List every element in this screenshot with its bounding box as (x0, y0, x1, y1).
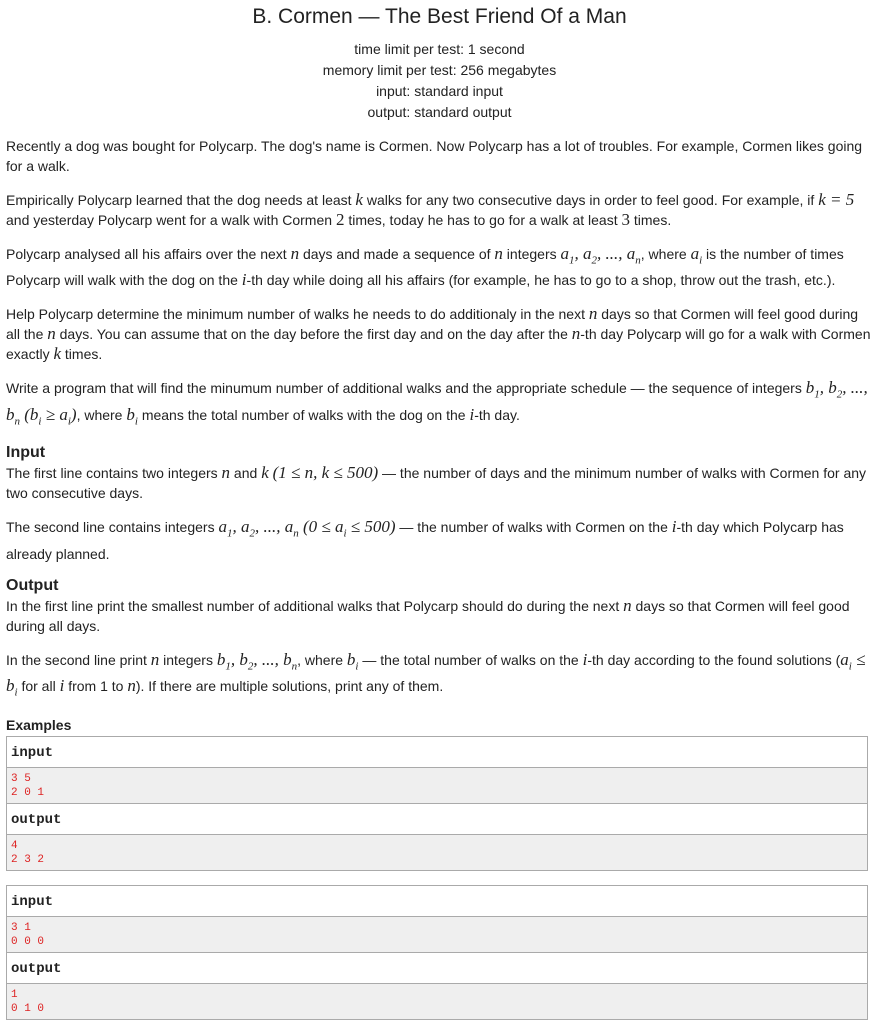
output-section-title: Output (6, 576, 59, 594)
math-i: i (241, 270, 247, 290)
math-i: i (59, 675, 65, 695)
text-segment: In the second line print (6, 651, 151, 668)
output-specification (6, 576, 873, 703)
math-seq-a: $a_1$, $a_2$, ..., $a_n$ (560, 244, 641, 267)
example-output-data[interactable]: 4 2 3 2 (7, 835, 867, 870)
example-output-label: output (7, 953, 867, 984)
text-segment: The second line contains integers (6, 519, 219, 536)
math-a-le-b: $a_i \le b_i$ (6, 649, 866, 699)
text-segment: , where (297, 651, 347, 668)
math-n: n (623, 595, 632, 615)
text-segment: — the number of days and the minimum number of walks with Cormen for any two consecutive days. (6, 465, 867, 502)
math-k: k (261, 463, 269, 483)
math-range-k: (1 ≤ n, k ≤ 500) (272, 463, 379, 483)
text-segment: — the number of walks with Cormen on the (395, 519, 672, 536)
problem-statement (6, 136, 873, 431)
math-n: n (150, 649, 160, 669)
text-segment: -th day according to the found solutions ( (587, 651, 841, 668)
input-specification (6, 443, 873, 563)
text-segment: from 1 to (64, 677, 128, 694)
text-segment: and (230, 465, 262, 482)
math-b-i: $b_i$ (126, 404, 138, 428)
text-segment: -th day which Polycarp has already planned. (6, 519, 844, 562)
math-three: 3 (621, 210, 630, 229)
memory-limit: memory limit per test: 256 megabytes (322, 62, 557, 78)
text-segment: days and made a sequence of (299, 246, 495, 262)
math-seq-b: $b_1$, $b_2$, ..., $b_n$ (216, 649, 298, 672)
math-a-i: $a_i$ (690, 244, 703, 267)
text-segment: days so that Cormen will feel good during all the (6, 306, 859, 343)
example-output-label: output (7, 804, 867, 835)
example-input-label: input (7, 886, 867, 917)
input-section-body (6, 463, 873, 563)
text-segment: times, today he has to go for a walk at least (344, 212, 622, 228)
math-seq-a: $a_1$, $a_2$, ..., $a_n$ $(0 \le a_i \le 500)$ (218, 517, 396, 540)
examples-title: Examples (6, 717, 72, 734)
math-b-i: $b_i$ (346, 649, 359, 672)
text-segment: , where (640, 246, 691, 262)
problem-header (6, 0, 873, 123)
text-segment: Write a program that will find the minumum number of additional walks and the appropriate schedule — the sequence of integers (6, 380, 806, 397)
text-segment: and yesterday Polycarp went for a walk with Cormen (6, 212, 336, 228)
text-segment: means the total number of walks with the dog on the (137, 406, 470, 423)
problem-limits (6, 39, 873, 123)
text-segment: times. (61, 346, 103, 363)
output-file: output: standard output (367, 104, 512, 120)
text-segment: Empirically Polycarp learned that the dog needs at least (6, 192, 356, 208)
math-n: n (47, 324, 56, 344)
example-1 (6, 736, 868, 871)
text-segment: Help Polycarp determine the minimum number of walks he needs to do additionaly in the next (6, 306, 589, 323)
statement-paragraph-3 (6, 244, 873, 290)
statement-paragraph-4 (6, 304, 873, 364)
math-i: i (582, 649, 588, 669)
text-segment: -th day Polycarp will go for a walk with Cormen exactly (6, 326, 871, 363)
output-section-body (6, 596, 873, 703)
example-input-label: input (7, 737, 867, 768)
input-line-1 (6, 463, 873, 503)
statement-paragraph-2 (6, 190, 873, 230)
math-k: k (355, 190, 363, 209)
math-n: n (290, 244, 300, 263)
math-n: n (494, 244, 503, 263)
time-limit: time limit per test: 1 second (354, 41, 525, 57)
math-n: n (588, 304, 598, 324)
text-segment: for all (17, 677, 60, 694)
math-i: i (469, 404, 475, 424)
example-input-data[interactable]: 3 1 0 0 0 (7, 917, 867, 953)
example-2 (6, 885, 868, 1020)
math-n: n (127, 675, 136, 695)
examples-section (6, 716, 873, 1020)
statement-paragraph-5 (6, 378, 873, 431)
math-i: i (671, 517, 677, 537)
text-segment: days so that Cormen will feel good during all days. (6, 597, 850, 634)
math-seq-b: $b_1$, $b_2$, ..., $b_n$ $(b_i \ge a_i)$ (6, 378, 868, 428)
text-segment: ). If there are multiple solutions, print any of them. (135, 677, 444, 694)
text-segment: — the total number of walks on the (358, 651, 583, 668)
text-segment: integers (502, 246, 561, 262)
text-segment: , where (76, 406, 127, 423)
input-file: input: standard input (376, 83, 503, 99)
math-n: n (221, 463, 231, 483)
problem-title: B. Cormen — The Best Friend Of a Man (252, 5, 627, 28)
math-k: k (53, 344, 62, 364)
text-segment: -th day while doing all his affairs (for example, he has to go to a shop, throw out the trash, etc.). (246, 272, 836, 289)
text-segment: walks for any two consecutive days in order to feel good. For example, if (362, 192, 819, 208)
input-line-2 (6, 517, 873, 563)
output-line-1 (6, 596, 873, 636)
math-n: n (571, 324, 581, 344)
math-k-eq-5: k = 5 (818, 190, 855, 209)
text-segment: Polycarp analysed all his affairs over the next (6, 246, 291, 262)
statement-paragraph-1: Recently a dog was bought for Polycarp. The dog's name is Cormen. Now Polycarp has a lot of troubles. For example, Cormen likes going for a walk. (6, 138, 863, 174)
example-output-data[interactable]: 1 0 1 0 (7, 984, 867, 1019)
text-segment: In the first line print the smallest number of additional walks that Polycarp should do during the next (6, 597, 624, 614)
output-line-2 (6, 650, 873, 703)
example-input-data[interactable]: 3 5 2 0 1 (7, 768, 867, 804)
input-section-title: Input (6, 444, 46, 462)
text-segment: -th day. (474, 406, 520, 423)
math-two: 2 (335, 210, 345, 229)
text-segment: days. You can assume that on the day before the first day and on the day after the (55, 326, 572, 343)
text-segment: integers (159, 651, 217, 668)
text-segment: is the number of times Polycarp will walk with the dog on the (6, 246, 844, 289)
text-segment: The first line contains two integers (6, 465, 222, 482)
text-segment: times. (629, 212, 672, 228)
